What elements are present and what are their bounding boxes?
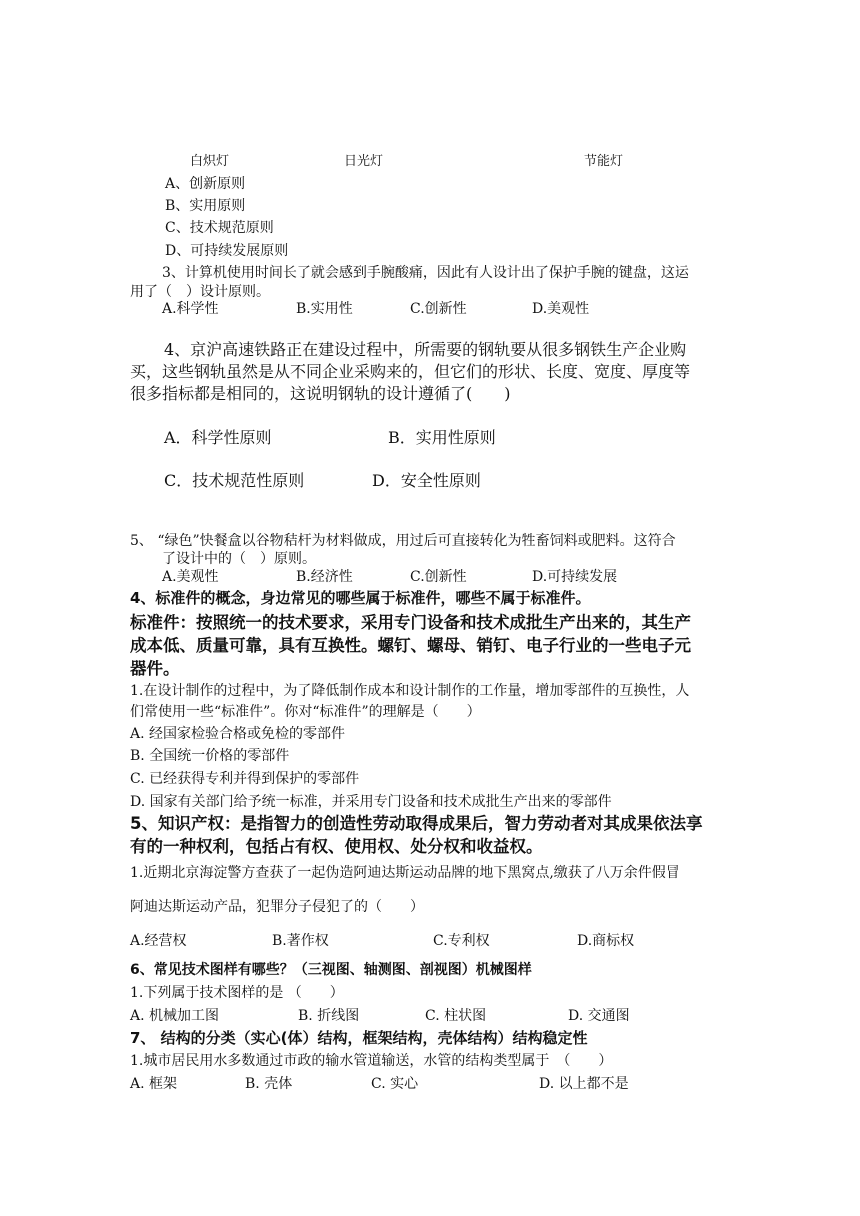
lamp-caption-incandescent: 白炽灯 bbox=[190, 154, 230, 169]
section5-q1-line2: 阿迪达斯运动产品，犯罪分子侵犯了的（ ） bbox=[130, 899, 424, 915]
section7-q1-option-b: B. 壳体 bbox=[245, 1076, 293, 1092]
q2-option-a: A、创新原则 bbox=[165, 176, 246, 192]
section4-q1-option-d: D. 国家有关部门给予统一标准，并采用专门设备和技术成批生产出来的零部件 bbox=[130, 794, 612, 810]
section4-q1-option-c: C. 已经获得专利并得到保护的零部件 bbox=[130, 771, 360, 787]
q5-option-d: D.可持续发展 bbox=[532, 569, 618, 585]
q3-text-line2: 用了（ ）设计原则。 bbox=[130, 284, 270, 300]
section6-q1-option-d: D. 交通图 bbox=[568, 1008, 630, 1024]
section5-q1-option-a: A.经营权 bbox=[130, 933, 187, 949]
section5-q1-line1: 1.近期北京海淀警方查获了一起伪造阿迪达斯运动品牌的地下黑窝点,缴获了八万余件假冒 bbox=[130, 865, 680, 881]
q5-text-line2: 了设计中的（ ）原则。 bbox=[162, 551, 316, 567]
q4-option-a: A．科学性原则 bbox=[164, 428, 272, 447]
lamp-caption-fluorescent: 日光灯 bbox=[344, 154, 384, 169]
q3-text-line1: 3、计算机使用时间长了就会感到手腕酸痛，因此有人设计出了保护手腕的键盘，这运 bbox=[162, 265, 689, 281]
q2-option-b: B、实用原则 bbox=[165, 198, 246, 214]
section6-q1-option-b: B. 折线图 bbox=[298, 1008, 360, 1024]
section6-heading: 6、常见技术图样有哪些？（三视图、轴测图、剖视图）机械图样 bbox=[130, 962, 532, 978]
q4-text-line2: 买，这些钢轨虽然是从不同企业采购来的，但它们的形状、长度、宽度、厚度等 bbox=[130, 362, 691, 381]
q5-text-line1: 5、 “绿色”快餐盒以谷物秸杆为材料做成，用过后可直接转化为牲畜饲料或肥料。这符合 bbox=[130, 533, 676, 549]
section6-q1-option-c: C. 柱状图 bbox=[425, 1008, 487, 1024]
q2-option-d: D、可持续发展原则 bbox=[165, 243, 289, 259]
q4-text-line1: 4、京沪高速铁路正在建设过程中，所需要的钢轨要从很多钢铁生产企业购 bbox=[164, 340, 687, 359]
q5-option-c: C.创新性 bbox=[410, 569, 467, 585]
section4-definition-line1: 标准件：按照统一的技术要求，采用专门设备和技术成批生产出来的，其生产 bbox=[130, 613, 691, 632]
q3-option-d: D.美观性 bbox=[532, 301, 590, 317]
section5-q1-option-b: B.著作权 bbox=[272, 933, 329, 949]
section4-q1-option-b: B. 全国统一价格的零部件 bbox=[130, 748, 290, 764]
section5-heading-line1: 5、知识产权：是指智力的创造性劳动取得成果后，智力劳动者对其成果依法享 bbox=[130, 814, 703, 833]
q4-text-line3: 很多指标都是相同的，这说明钢轨的设计遵循了( ) bbox=[130, 384, 511, 403]
q3-option-b: B.实用性 bbox=[296, 301, 353, 317]
q3-option-c: C.创新性 bbox=[410, 301, 467, 317]
section7-heading: 7、 结构的分类（实心(体）结构，框架结构，壳体结构）结构稳定性 bbox=[130, 1029, 588, 1047]
section7-q1-option-c: C. 实心 bbox=[371, 1076, 419, 1092]
section4-definition-line2: 成本低、质量可靠，具有互换性。螺钉、螺母、销钉、电子行业的一些电子元 bbox=[130, 636, 691, 655]
q2-option-c: C、技术规范原则 bbox=[165, 220, 274, 236]
section7-q1-option-d: D. 以上都不是 bbox=[539, 1076, 629, 1092]
section4-definition-line3: 器件。 bbox=[130, 659, 180, 678]
section4-q1-line2: 们常使用一些“标准件”。你对“标准件”的理解是（ ） bbox=[130, 704, 481, 720]
lamp-caption-energy-saving: 节能灯 bbox=[584, 154, 624, 169]
section6-q1-option-a: A. 机械加工图 bbox=[130, 1008, 220, 1024]
section5-q1-option-d: D.商标权 bbox=[577, 933, 635, 949]
section7-q1: 1.城市居民用水多数通过市政的输水管道输送，水管的结构类型属于 （ ） bbox=[130, 1053, 613, 1069]
section6-q1: 1.下列属于技术图样的是 （ ） bbox=[130, 985, 344, 1001]
q5-option-a: A.美观性 bbox=[162, 569, 219, 585]
section5-heading-line2: 有的一种权利，包括占有权、使用权、处分权和收益权。 bbox=[130, 837, 543, 856]
q4-option-c: C．技术规范性原则 bbox=[164, 471, 305, 490]
q4-option-b: B．实用性原则 bbox=[388, 428, 496, 447]
section4-q1-line1: 1.在设计制作的过程中，为了降低制作成本和设计制作的工作量，增加零部件的互换性，人 bbox=[130, 683, 690, 699]
q3-option-a: A.科学性 bbox=[162, 301, 219, 317]
q5-option-b: B.经济性 bbox=[296, 569, 353, 585]
section4-heading: 4、标准件的概念，身边常见的哪些属于标准件，哪些不属于标准件。 bbox=[130, 589, 591, 607]
q4-option-d: D．安全性原则 bbox=[372, 471, 481, 490]
section5-q1-option-c: C.专利权 bbox=[433, 933, 490, 949]
section4-q1-option-a: A. 经国家检验合格或免检的零部件 bbox=[130, 726, 346, 742]
section7-q1-option-a: A. 框架 bbox=[130, 1076, 178, 1092]
